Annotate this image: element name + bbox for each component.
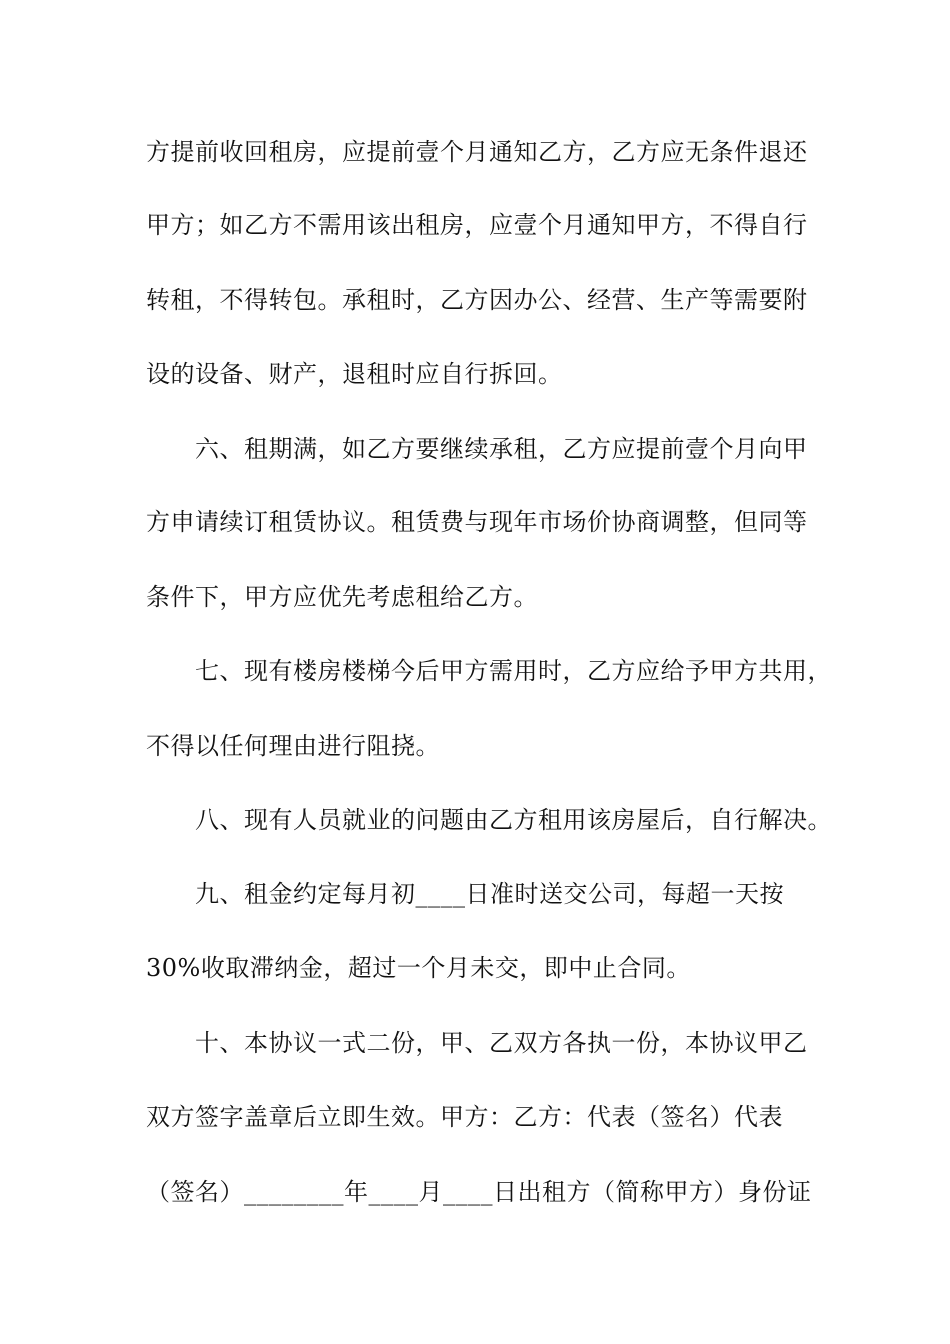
text-line: 六、租期满，如乙方要继续承租，乙方应提前壹个月向甲 [146, 435, 808, 463]
text-line: （签名）________年____月____日出租方（简称甲方）身份证 [146, 1178, 812, 1206]
text-line: 八、现有人员就业的问题由乙方租用该房屋后，自行解决。 [146, 806, 832, 834]
text-line: 条件下，甲方应优先考虑租给乙方。 [146, 583, 538, 611]
text-line: 甲方；如乙方不需用该出租房，应壹个月通知甲方，不得自行 [146, 211, 808, 239]
text-line: 设的设备、财产，退租时应自行拆回。 [146, 360, 563, 388]
text-line: 方申请续订租赁协议。租赁费与现年市场价协商调整，但同等 [146, 508, 808, 536]
text-line: 方提前收回租房，应提前壹个月通知乙方，乙方应无条件退还 [146, 138, 808, 166]
text-line: 七、现有楼房楼梯今后甲方需用时，乙方应给予甲方共用， [146, 657, 832, 685]
text-line: 九、租金约定每月初____日准时送交公司，每超一天按 [146, 880, 784, 908]
text-line: 30%收取滞纳金，超过一个月未交，即中止合同。 [146, 954, 691, 982]
text-line: 转租，不得转包。承租时，乙方因办公、经营、生产等需要附 [146, 286, 808, 314]
text-line: 双方签字盖章后立即生效。甲方：乙方：代表（签名）代表 [146, 1103, 783, 1131]
text-line: 不得以任何理由进行阻挠。 [146, 732, 440, 760]
text-line: 十、本协议一式二份，甲、乙双方各执一份，本协议甲乙 [146, 1029, 808, 1057]
